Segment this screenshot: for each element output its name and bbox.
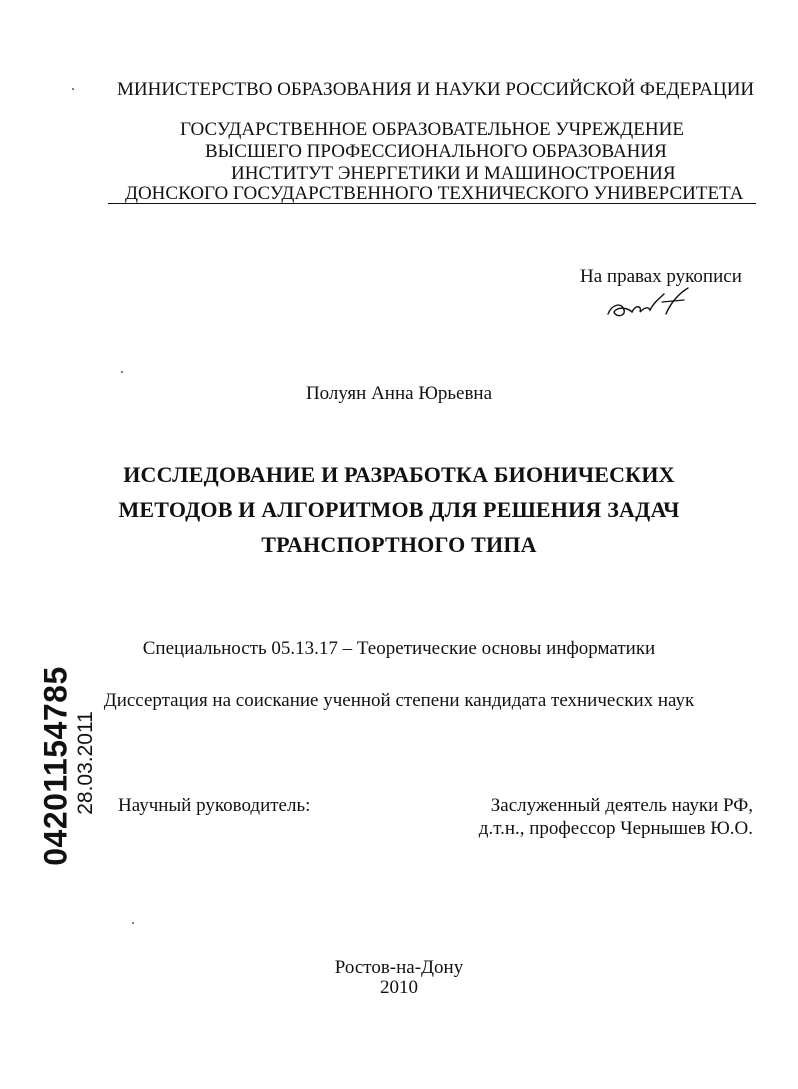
scan-speck bbox=[132, 922, 134, 924]
title-line-1: ИССЛЕДОВАНИЕ И РАЗРАБОТКА БИОНИЧЕСКИХ bbox=[123, 462, 675, 487]
scan-speck bbox=[121, 371, 123, 373]
header-divider bbox=[108, 203, 756, 204]
title-line-3: ТРАНСПОРТНОГО ТИПА bbox=[261, 532, 537, 557]
city: Ростов-на-Дону bbox=[334, 957, 464, 978]
title-line-2: МЕТОДОВ И АЛГОРИТМОВ ДЛЯ РЕШЕНИЯ ЗАДАЧ bbox=[118, 497, 680, 522]
ministry-heading: МИНИСТЕРСТВО ОБРАЗОВАНИЯ И НАУКИ РОССИЙСКОЙ ФЕДЕРАЦИИ bbox=[117, 79, 755, 100]
advisor-label: Научный руководитель: bbox=[118, 795, 311, 816]
specialty-line: Специальность 05.13.17 – Теоретические основы информатики bbox=[142, 638, 656, 659]
degree-line: Диссертация на соискание ученной степени кандидата технических наук bbox=[103, 690, 695, 711]
scan-speck bbox=[72, 88, 74, 90]
library-stamp-number: 04201154785 bbox=[37, 666, 74, 866]
institution-line-2: ВЫСШЕГО ПРОФЕССИОНАЛЬНОГО ОБРАЗОВАНИЯ bbox=[205, 141, 667, 162]
author-name: Полуян Анна Юрьевна bbox=[305, 383, 493, 404]
manuscript-note: На правах рукописи bbox=[580, 266, 742, 287]
year: 2010 bbox=[380, 977, 418, 998]
institution-line-1: ГОСУДАРСТВЕННОЕ ОБРАЗОВАТЕЛЬНОЕ УЧРЕЖДЕНИЕ bbox=[180, 119, 684, 140]
library-stamp-date: 28.03.2011 bbox=[74, 711, 97, 815]
advisor-name: д.т.н., профессор Чернышев Ю.О. bbox=[478, 818, 753, 839]
institution-line-4: ДОНСКОГО ГОСУДАРСТВЕННОГО ТЕХНИЧЕСКОГО УНИВЕРСИТЕТА bbox=[125, 183, 744, 204]
institution-line-3: ИНСТИТУТ ЭНЕРГЕТИКИ И МАШИНОСТРОЕНИЯ bbox=[231, 163, 676, 184]
advisor-title: Заслуженный деятель науки РФ, bbox=[490, 795, 753, 816]
signature-icon bbox=[604, 284, 694, 324]
